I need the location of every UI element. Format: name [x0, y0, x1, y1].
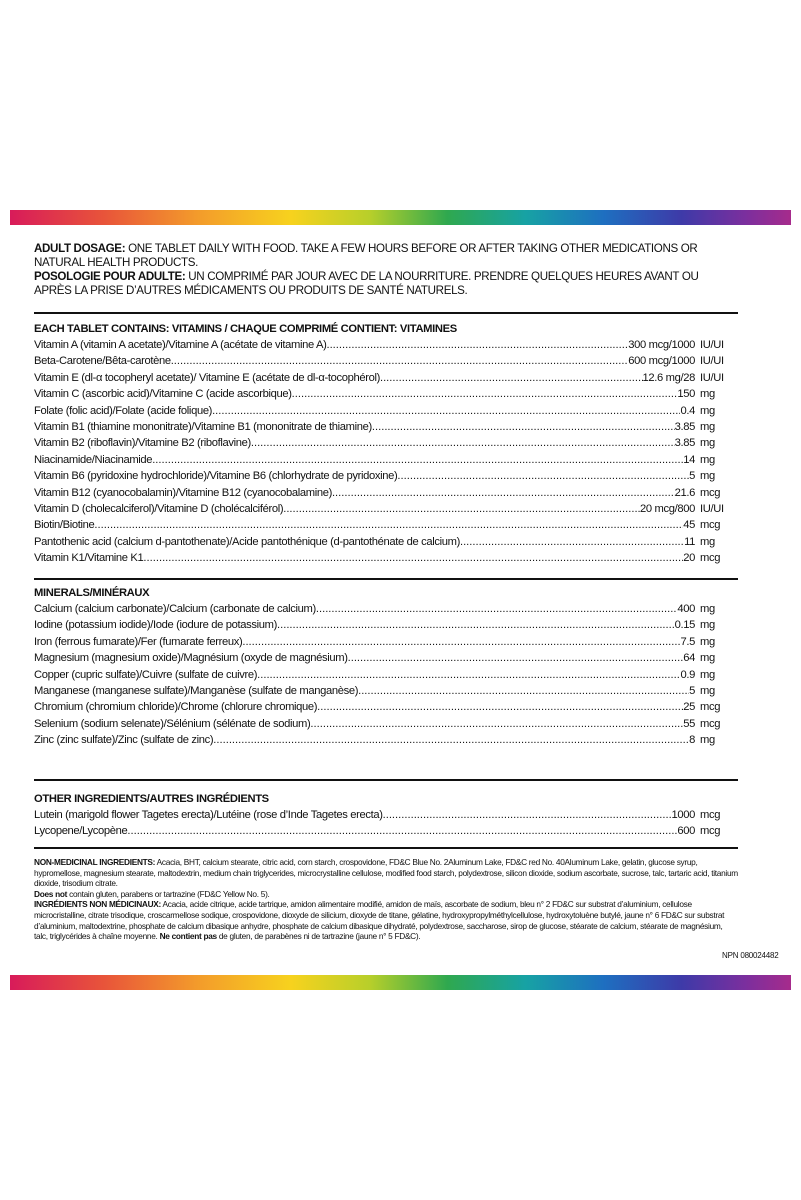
- ingredient-amount: 21.6: [674, 486, 695, 499]
- ingredient-row: [34, 823, 738, 839]
- adult-dosage-en: [34, 242, 738, 270]
- ingredient-row: [34, 634, 738, 650]
- ingredient-unit: mcg: [700, 486, 721, 499]
- ingredient-amount: 600 mcg/1000: [628, 355, 695, 368]
- ingredient-amount: 14: [683, 453, 695, 466]
- ingredient-unit: mg: [700, 535, 715, 548]
- ingredient-row: [34, 517, 738, 533]
- ingredient-unit: mg: [700, 635, 715, 648]
- ingredient-label: Vitamin D (cholecalciferol)/Vitamine D (cholécalciférol): [34, 502, 284, 515]
- ingredient-amount: 55: [683, 717, 695, 730]
- ingredient-label: Zinc (zinc sulfate)/Zinc (sulfate de zinc): [34, 734, 214, 747]
- ingredient-amount: 7.5: [680, 635, 695, 648]
- ingredient-row: [34, 807, 738, 823]
- leader-dots: [213, 732, 689, 748]
- leader-dots: [283, 501, 640, 517]
- non-medicinal-heading-en: NON-MEDICINAL INGREDIENTS:: [34, 857, 156, 867]
- ingredient-label: Folate (folic acid)/Folate (acide folique): [34, 404, 213, 417]
- ingredient-amount: 150: [677, 388, 695, 401]
- divider: [34, 779, 738, 781]
- ingredient-unit: mg: [700, 420, 715, 433]
- ingredient-label: Pantothenic acid (calcium d-pantothenate)/Acide pantothénique (d-pantothénate de calcium): [34, 535, 460, 548]
- ingredient-label: Manganese (manganese sulfate)/Manganèse (sulfate de manganèse): [34, 684, 359, 697]
- leader-dots: [171, 353, 629, 369]
- ingredient-row: [34, 435, 738, 451]
- leader-dots: [212, 403, 680, 419]
- ingredient-unit: IU/UI: [700, 355, 724, 368]
- ingredient-label: Chromium (chromium chloride)/Chrome (chlorure chromique): [34, 701, 318, 714]
- leader-dots: [380, 370, 643, 386]
- ingredient-amount: 20: [683, 552, 695, 565]
- ingredient-row: [34, 716, 738, 732]
- ingredient-unit: IU/UI: [700, 371, 724, 384]
- leader-dots: [152, 452, 683, 468]
- ingredient-label: Copper (cupric sulfate)/Cuivre (sulfate de cuivre): [34, 668, 258, 681]
- ingredient-amount: 3.85: [674, 420, 695, 433]
- leader-dots: [257, 667, 680, 683]
- ingredient-label: Vitamin E (dl-α tocopheryl acetate)/ Vitamine E (acétate de dl-α-tocophérol): [34, 371, 380, 384]
- ingredient-label: Vitamin K1/Vitamine K1: [34, 552, 144, 565]
- ingredient-unit: mcg: [700, 809, 721, 821]
- non-medicinal-text-en: Acacia, BHT, calcium stearate, citric acid, corn starch, crospovidone, FD&C Blue No. 2Aluminum Lake, FD&C red No. 40Aluminum Lake, gelatin, glucose syrup, hypromellose, magnesium stearate, maltodextrin, medium chain triglycerides, microcrystalline cellulose, modified food starch, polydextrose, silicon dioxide, sodium ascorbate, sucrose, talc, tartaric acid, titanium dioxide, trisodium citrate.: [34, 857, 738, 889]
- ingredient-label: Selenium (sodium selenate)/Sélénium (sélénate de sodium): [34, 717, 311, 730]
- ingredient-label: Vitamin B2 (riboflavin)/Vitamine B2 (riboflavine): [34, 437, 251, 450]
- ingredient-label: Vitamin C (ascorbic acid)/Vitamine C (acide ascorbique): [34, 388, 292, 401]
- ingredient-amount: 400: [677, 603, 695, 615]
- dosage-text-fr: UN COMPRIMÉ PAR JOUR AVEC DE LA NOURRITURE. PRENDRE QUELQUES HEURES AVANT OU APRÈS LA PRISE D’AUTRES MÉDICAMENTS OU PRODUITS DE SANTÉ NATURELS.: [34, 270, 699, 297]
- leader-dots: [460, 534, 684, 550]
- ingredient-amount: 5: [689, 684, 695, 697]
- leader-dots: [372, 419, 675, 435]
- ingredient-unit: mg: [700, 437, 715, 450]
- ingredient-label: Vitamin B1 (thiamine mononitrate)/Vitamine B1 (mononitrate de thiamine): [34, 420, 372, 433]
- dosage-text-en: ONE TABLET DAILY WITH FOOD. TAKE A FEW HOURS BEFORE OR AFTER TAKING OTHER MEDICATIONS OR NATURAL HEALTH PRODUCTS.: [34, 242, 698, 269]
- ingredient-unit: IU/UI: [700, 502, 724, 515]
- leader-dots: [143, 550, 683, 566]
- vitamins-section: [34, 322, 738, 566]
- dosage-heading-en: ADULT DOSAGE:: [34, 242, 126, 255]
- other-ingredients-section: [34, 792, 738, 840]
- ingredient-label: Iron (ferrous fumarate)/Fer (fumarate ferreux): [34, 635, 243, 648]
- ingredient-unit: mcg: [700, 552, 721, 565]
- ingredient-label: Beta-Carotene/Bêta-carotène: [34, 355, 171, 368]
- ingredient-unit: mg: [700, 668, 715, 681]
- ingredient-amount: 64: [683, 652, 695, 665]
- minerals-section: [34, 586, 738, 749]
- leader-dots: [94, 517, 683, 533]
- note-bold-en: Does not: [34, 888, 68, 899]
- ingredient-row: [34, 534, 738, 550]
- ingredient-label: Biotin/Biotine: [34, 519, 95, 532]
- ingredient-label: Vitamin B12 (cyanocobalamin)/Vitamine B12 (cyanocobalamine): [34, 486, 332, 499]
- ingredient-row: [34, 617, 738, 633]
- ingredient-label: Magnesium (magnesium oxide)/Magnésium (oxyde de magnésium): [34, 652, 348, 665]
- note-text-en: contain gluten, parabens or tartrazine (FD&C Yellow No. 5).: [67, 888, 270, 899]
- ingredient-amount: 20 mcg/800: [640, 502, 695, 515]
- rainbow-band-bottom: [10, 975, 791, 990]
- leader-dots: [348, 650, 684, 666]
- ingredient-row: [34, 468, 738, 484]
- non-medicinal-text-fr: Acacia, acide citrique, acide tartrique, amidon alimentaire modifié, amidon de maïs, ascorbate de sodium, bleu n° 2 FD&C sur substrat d’aluminium, cellulose microcristalline, citrate trisodique, croscarmellose sodique, crospovidone, dioxyde de silicium, dioxyde de titane, gélatine, hydroxypropylméthylcellulose, hydroxytoluène butylé, jaune n° 6 FD&C sur substrat d’aluminium, maltodextrine, phosphate de calcium dibasique anhydre, phosphate de calcium dibasique dihydraté, polydextrose, saccharose, sirop de glucose, stéarate de calcium, stéarate de magnésium, talc, triglycérides à chaîne moyenne.: [34, 899, 725, 942]
- ingredient-unit: mg: [700, 684, 715, 697]
- ingredient-unit: mcg: [700, 701, 721, 714]
- ingredient-amount: 600: [677, 825, 695, 838]
- ingredient-amount: 0.15: [674, 619, 695, 632]
- other-ingredients-heading: OTHER INGREDIENTS/AUTRES INGRÉDIENTS: [34, 793, 269, 805]
- ingredient-unit: mg: [700, 470, 715, 483]
- ingredient-row: [34, 501, 738, 517]
- divider: [34, 578, 738, 580]
- leader-dots: [358, 683, 689, 699]
- dosage-block: [34, 242, 738, 298]
- ingredient-amount: 5: [689, 470, 695, 483]
- ingredient-unit: mg: [700, 453, 715, 466]
- ingredient-amount: 0.4: [680, 404, 695, 417]
- other-ingredients-list: [34, 807, 738, 840]
- ingredient-amount: 300 mcg/1000: [628, 339, 695, 351]
- ingredient-row: [34, 601, 738, 617]
- ingredient-label: Iodine (potassium iodide)/Iode (iodure de potassium): [34, 619, 277, 632]
- ingredient-label: Lycopene/Lycopène: [34, 825, 128, 838]
- non-medicinal-heading-fr: INGRÉDIENTS NON MÉDICINAUX:: [34, 899, 161, 910]
- ingredient-amount: 12.6 mg/28: [642, 371, 695, 384]
- minerals-list: [34, 601, 738, 749]
- leader-dots: [332, 485, 675, 501]
- vitamins-list: [34, 337, 738, 566]
- ingredient-label: Lutein (marigold flower Tagetes erecta)/Lutéine (rose d’Inde Tagetes erecta): [34, 809, 383, 821]
- non-medicinal-block: [34, 857, 738, 942]
- leader-dots: [383, 807, 672, 823]
- ingredient-amount: 0.9: [680, 668, 695, 681]
- leader-dots: [326, 337, 628, 353]
- rainbow-band-top: [10, 210, 791, 225]
- minerals-heading: MINERALS/MINÉRAUX: [34, 587, 150, 599]
- ingredient-unit: mg: [700, 603, 715, 615]
- ingredient-row: [34, 419, 738, 435]
- ingredient-unit: mg: [700, 652, 715, 665]
- ingredient-amount: 3.85: [674, 437, 695, 450]
- leader-dots: [292, 386, 678, 402]
- vitamins-heading: EACH TABLET CONTAINS: VITAMINS / CHAQUE COMPRIMÉ CONTIENT: VITAMINES: [34, 323, 457, 335]
- ingredient-amount: 45: [683, 519, 695, 532]
- leader-dots: [317, 699, 683, 715]
- leader-dots: [127, 823, 677, 839]
- ingredient-amount: 25: [683, 701, 695, 714]
- divider: [34, 312, 738, 314]
- ingredient-unit: mcg: [700, 519, 721, 532]
- ingredient-unit: IU/UI: [700, 339, 724, 351]
- leader-dots: [310, 716, 683, 732]
- ingredient-amount: 1000: [671, 809, 695, 821]
- gluten-note-en: [34, 889, 738, 900]
- ingredient-row: [34, 370, 738, 386]
- dosage-heading-fr: POSOLOGIE POUR ADULTE:: [34, 270, 186, 283]
- note-bold-fr: Ne contient pas: [159, 931, 217, 942]
- ingredient-row: [34, 732, 738, 748]
- ingredient-row: [34, 699, 738, 715]
- ingredient-row: [34, 667, 738, 683]
- ingredient-row: [34, 353, 738, 369]
- npn-number: NPN 080024482: [722, 951, 779, 960]
- ingredient-row: [34, 683, 738, 699]
- ingredient-row: [34, 386, 738, 402]
- ingredient-label: Niacinamide/Niacinamide: [34, 453, 153, 466]
- ingredient-label: Calcium (calcium carbonate)/Calcium (carbonate de calcium): [34, 603, 316, 615]
- ingredient-amount: 11: [684, 535, 695, 548]
- ingredient-unit: mg: [700, 734, 715, 747]
- adult-dosage-fr: [34, 270, 738, 298]
- note-text-fr: de gluten, de parabènes ni de tartrazine (jaune n° 5 FD&C).: [216, 931, 421, 942]
- ingredient-row: [34, 403, 738, 419]
- ingredient-label: Vitamin B6 (pyridoxine hydrochloride)/Vitamine B6 (chlorhydrate de pyridoxine): [34, 470, 398, 483]
- leader-dots: [397, 468, 689, 484]
- leader-dots: [251, 435, 675, 451]
- ingredient-unit: mg: [700, 388, 715, 401]
- leader-dots: [316, 601, 678, 617]
- divider: [34, 847, 738, 849]
- ingredient-unit: mcg: [700, 717, 721, 730]
- leader-dots: [242, 634, 680, 650]
- ingredient-row: [34, 550, 738, 566]
- ingredient-unit: mcg: [700, 825, 721, 838]
- ingredient-unit: mg: [700, 619, 715, 632]
- ingredient-label: Vitamin A (vitamin A acetate)/Vitamine A (acétate de vitamine A): [34, 339, 327, 351]
- ingredient-row: [34, 485, 738, 501]
- leader-dots: [277, 617, 675, 633]
- ingredient-unit: mg: [700, 404, 715, 417]
- ingredient-row: [34, 650, 738, 666]
- ingredient-amount: 8: [689, 734, 695, 747]
- non-medicinal-en: [34, 857, 738, 889]
- non-medicinal-fr: [34, 899, 738, 941]
- ingredient-row: [34, 452, 738, 468]
- ingredient-row: [34, 337, 738, 353]
